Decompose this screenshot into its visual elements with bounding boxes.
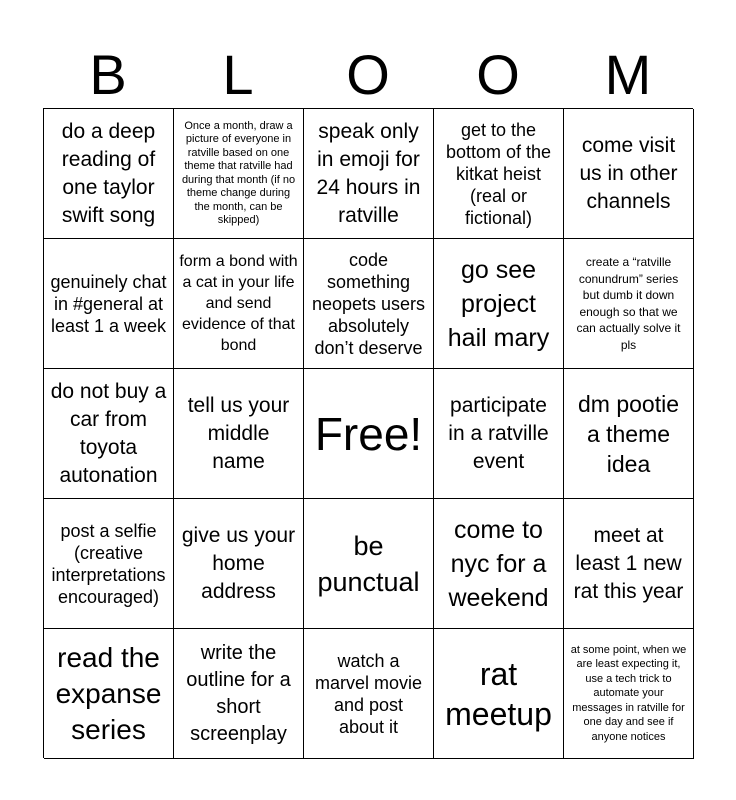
free-space-text: Free!: [314, 407, 423, 460]
bingo-cell[interactable]: [174, 239, 304, 369]
bingo-cell[interactable]: [434, 629, 564, 759]
cell-text: get to the bottom of the kitkat heist (real or fictional): [445, 119, 552, 228]
bingo-cell[interactable]: [564, 239, 694, 369]
cell-text: genuinely chat in #general at least 1 a week: [50, 271, 167, 336]
cell-text: come visit us in other channels: [579, 133, 678, 213]
cell-text: dm pootie a theme idea: [577, 390, 679, 477]
bingo-cell[interactable]: [44, 499, 174, 629]
bingo-cell[interactable]: [564, 109, 694, 239]
bingo-cell[interactable]: [44, 239, 174, 369]
bingo-cell[interactable]: [44, 109, 174, 239]
cell-text: Once a month, draw a picture of everyone in ratville based on one theme that ratville had during that month (if no theme change during the month, can be skipped): [181, 119, 296, 226]
cell-text: give us your home address: [181, 523, 296, 603]
cell-text: post a selfie (creative interpretations encouraged): [51, 520, 166, 607]
bingo-cell[interactable]: [564, 629, 694, 759]
cell-text: read the expanse series: [55, 641, 162, 745]
cell-text: tell us your middle name: [187, 393, 290, 473]
cell-text: rat meetup: [445, 655, 552, 732]
header-letter-o: O: [346, 43, 390, 106]
cell-text: watch a marvel movie and post about it: [314, 650, 423, 737]
bingo-grid: [43, 108, 693, 758]
cell-text: be punctual: [317, 530, 420, 597]
cell-text: come to nyc for a weekend: [448, 515, 549, 612]
bingo-cell[interactable]: [304, 499, 434, 629]
bingo-cell[interactable]: [304, 109, 434, 239]
cell-text: at some point, when we are least expecting it, use a tech trick to automate your messages in ratville for one day and see if anyone notices: [570, 643, 687, 743]
bingo-cell[interactable]: [174, 369, 304, 499]
header-letter-l: L: [222, 43, 254, 106]
cell-text: go see project hail mary: [447, 255, 550, 352]
header-letter-m: M: [604, 43, 652, 106]
bingo-cell[interactable]: [434, 109, 564, 239]
bingo-cell[interactable]: [174, 109, 304, 239]
bingo-cell[interactable]: [44, 629, 174, 759]
free-space-cell[interactable]: [304, 369, 434, 499]
cell-text: create a “ratville conundrum” series but dumb it down enough so that we can actually solve it pls: [576, 255, 681, 352]
bingo-cell[interactable]: [174, 629, 304, 759]
bingo-cell[interactable]: [564, 499, 694, 629]
bingo-cell[interactable]: [434, 239, 564, 369]
bingo-cell[interactable]: [304, 629, 434, 759]
cell-text: do not buy a car from toyota autonation: [50, 379, 167, 487]
bingo-cell[interactable]: [434, 499, 564, 629]
bingo-cell[interactable]: [434, 369, 564, 499]
bingo-cell[interactable]: [304, 239, 434, 369]
cell-text: do a deep reading of one taylor swift song: [61, 119, 156, 227]
bingo-cell[interactable]: [564, 369, 694, 499]
header-letter-o-2: O: [476, 43, 520, 106]
bingo-cell[interactable]: [44, 369, 174, 499]
cell-text: participate in a ratville event: [448, 393, 549, 473]
cell-text: meet at least 1 new rat this year: [573, 523, 684, 603]
cell-text: code something neopets users absolutely don’t deserve: [311, 249, 426, 358]
cell-text: form a bond with a cat in your life and send evidence of that bond: [179, 253, 298, 354]
cell-text: speak only in emoji for 24 hours in ratville: [316, 119, 421, 227]
bingo-cell[interactable]: [174, 499, 304, 629]
header-letter-b: B: [89, 43, 127, 106]
bingo-header: [43, 44, 693, 106]
cell-text: write the outline for a short screenplay: [186, 641, 291, 745]
